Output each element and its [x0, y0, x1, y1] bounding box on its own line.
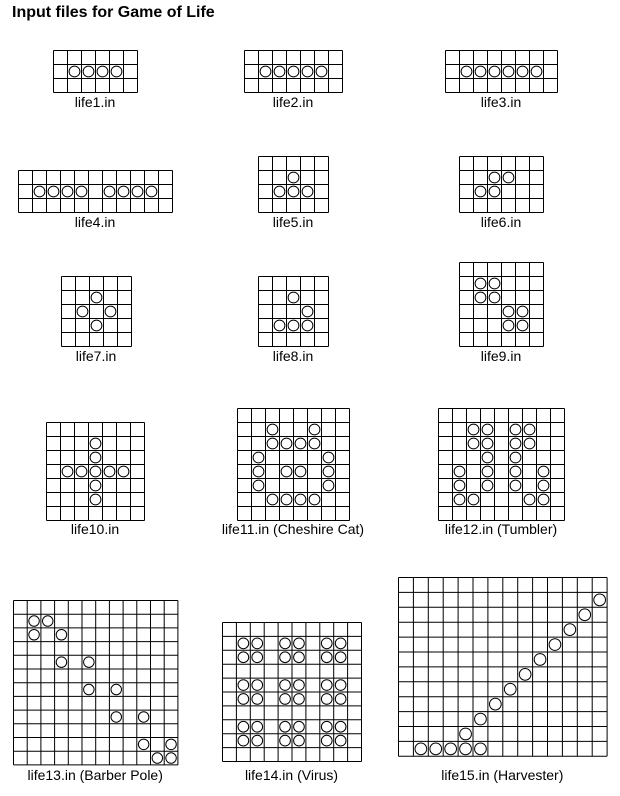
grid-caption: life1.in: [74, 94, 116, 110]
live-cell: [90, 452, 101, 463]
live-cell: [294, 652, 305, 663]
live-cell: [517, 320, 528, 331]
live-cell: [77, 306, 88, 317]
live-cell: [267, 424, 278, 435]
life-grid: [18, 170, 173, 213]
live-cell: [302, 320, 313, 331]
live-cell: [524, 494, 535, 505]
live-cell: [302, 186, 313, 197]
live-cell: [335, 638, 346, 649]
live-cell: [323, 452, 334, 463]
live-cell: [84, 657, 95, 668]
live-cell: [294, 694, 305, 705]
life-grid: [13, 600, 178, 765]
live-cell: [335, 652, 346, 663]
life-grid: [459, 156, 544, 213]
life-grid: [46, 422, 145, 521]
live-cell: [335, 721, 346, 732]
live-cell: [430, 743, 442, 755]
live-cell: [475, 278, 486, 289]
live-cell: [288, 172, 299, 183]
live-cell: [302, 306, 313, 317]
live-cell: [468, 438, 479, 449]
live-cell: [475, 66, 486, 77]
life-grid: [258, 156, 329, 213]
life-grid: [222, 622, 362, 762]
live-cell: [91, 292, 102, 303]
life-grid: [398, 577, 608, 757]
live-cell: [454, 480, 465, 491]
live-cell: [517, 306, 528, 317]
live-cell: [594, 594, 606, 606]
live-cell: [280, 694, 291, 705]
live-cell: [517, 66, 528, 77]
live-cell: [260, 66, 271, 77]
live-cell: [445, 743, 457, 755]
life-grid: [53, 50, 138, 93]
live-cell: [90, 466, 101, 477]
live-cell: [238, 652, 249, 663]
live-cell: [460, 743, 472, 755]
live-cell: [323, 480, 334, 491]
live-cell: [321, 680, 332, 691]
live-cell: [415, 743, 427, 755]
live-cell: [288, 186, 299, 197]
live-cell: [83, 66, 94, 77]
live-cell: [321, 735, 332, 746]
live-cell: [482, 438, 493, 449]
live-cell: [549, 639, 561, 651]
live-cell: [309, 424, 320, 435]
live-cell: [252, 694, 263, 705]
life-grid: [459, 262, 544, 347]
live-cell: [253, 452, 264, 463]
grid-caption: life14.in (Virus): [244, 767, 339, 783]
live-cell: [302, 66, 313, 77]
live-cell: [461, 66, 472, 77]
live-cell: [454, 466, 465, 477]
live-cell: [482, 466, 493, 477]
live-cell: [295, 494, 306, 505]
live-cell: [274, 186, 285, 197]
live-cell: [309, 438, 320, 449]
live-cell: [335, 735, 346, 746]
live-cell: [91, 320, 102, 331]
live-cell: [62, 466, 73, 477]
live-cell: [460, 728, 472, 740]
live-cell: [152, 753, 163, 764]
grid-caption: life6.in: [480, 214, 522, 230]
grid-caption: life10.in: [70, 521, 120, 537]
live-cell: [538, 494, 549, 505]
live-cell: [111, 684, 122, 695]
live-cell: [295, 438, 306, 449]
live-cell: [321, 721, 332, 732]
life-grid: [438, 408, 565, 521]
live-cell: [295, 466, 306, 477]
live-cell: [76, 186, 87, 197]
live-cell: [97, 66, 108, 77]
live-cell: [267, 494, 278, 505]
live-cell: [253, 480, 264, 491]
live-cell: [253, 466, 264, 477]
live-cell: [267, 438, 278, 449]
live-cell: [138, 712, 149, 723]
grid-caption: life3.in: [480, 94, 522, 110]
live-cell: [510, 424, 521, 435]
live-cell: [323, 466, 334, 477]
live-cell: [252, 638, 263, 649]
live-cell: [309, 494, 320, 505]
live-cell: [335, 680, 346, 691]
live-cell: [252, 652, 263, 663]
life-grid: [237, 408, 350, 521]
live-cell: [519, 669, 531, 681]
live-cell: [90, 438, 101, 449]
grid-caption: life13.in (Barber Pole): [27, 767, 163, 783]
live-cell: [238, 694, 249, 705]
grid-caption: life11.in (Cheshire Cat): [221, 521, 365, 537]
life-grid: [244, 50, 343, 93]
live-cell: [104, 466, 115, 477]
live-cell: [252, 735, 263, 746]
live-cell: [29, 616, 40, 627]
live-cell: [294, 735, 305, 746]
grid-caption: life12.in (Tumbler): [444, 521, 558, 537]
live-cell: [538, 480, 549, 491]
live-cell: [48, 186, 59, 197]
live-cell: [43, 616, 54, 627]
grid-caption: life5.in: [272, 214, 314, 230]
life-grid: [445, 50, 558, 93]
live-cell: [564, 624, 576, 636]
live-cell: [288, 320, 299, 331]
live-cell: [489, 172, 500, 183]
grid-caption: life9.in: [480, 348, 522, 364]
live-cell: [503, 306, 514, 317]
live-cell: [316, 66, 327, 77]
grid-caption: life15.in (Harvester): [441, 767, 564, 783]
live-cell: [76, 466, 87, 477]
live-cell: [321, 652, 332, 663]
live-cell: [138, 739, 149, 750]
live-cell: [294, 721, 305, 732]
live-cell: [238, 638, 249, 649]
live-cell: [475, 292, 486, 303]
live-cell: [132, 186, 143, 197]
live-cell: [238, 735, 249, 746]
live-cell: [281, 494, 292, 505]
live-cell: [510, 466, 521, 477]
live-cell: [84, 684, 95, 695]
live-cell: [281, 438, 292, 449]
live-cell: [252, 721, 263, 732]
live-cell: [280, 638, 291, 649]
live-cell: [503, 172, 514, 183]
live-cell: [335, 694, 346, 705]
live-cell: [454, 494, 465, 505]
live-cell: [105, 306, 116, 317]
live-cell: [489, 278, 500, 289]
live-cell: [56, 657, 66, 668]
live-cell: [524, 438, 535, 449]
page-title: Input files for Game of Life: [12, 4, 215, 21]
live-cell: [280, 721, 291, 732]
live-cell: [288, 292, 299, 303]
live-cell: [531, 66, 542, 77]
live-cell: [166, 753, 177, 764]
grid-caption: life7.in: [75, 348, 117, 364]
live-cell: [294, 680, 305, 691]
live-cell: [482, 424, 493, 435]
live-cell: [34, 186, 45, 197]
live-cell: [321, 694, 332, 705]
live-cell: [490, 698, 502, 710]
grid-caption: life8.in: [272, 348, 314, 364]
live-cell: [146, 186, 157, 197]
live-cell: [504, 683, 516, 695]
live-cell: [489, 292, 500, 303]
live-cell: [294, 638, 305, 649]
live-cell: [29, 630, 40, 641]
live-cell: [510, 452, 521, 463]
live-cell: [482, 480, 493, 491]
live-cell: [538, 466, 549, 477]
live-cell: [475, 186, 486, 197]
live-cell: [280, 652, 291, 663]
live-cell: [238, 721, 249, 732]
live-cell: [104, 186, 115, 197]
live-cell: [166, 739, 177, 750]
grid-caption: life2.in: [272, 94, 314, 110]
live-cell: [475, 713, 487, 725]
live-cell: [111, 712, 122, 723]
live-cell: [56, 630, 66, 641]
live-cell: [524, 424, 535, 435]
live-cell: [534, 654, 546, 666]
life-grid: [258, 276, 329, 347]
live-cell: [503, 66, 514, 77]
live-cell: [510, 480, 521, 491]
live-cell: [62, 186, 73, 197]
live-cell: [69, 66, 80, 77]
live-cell: [503, 320, 514, 331]
live-cell: [468, 424, 479, 435]
live-cell: [288, 66, 299, 77]
live-cell: [252, 680, 263, 691]
life-grid: [61, 276, 132, 347]
live-cell: [274, 66, 285, 77]
live-cell: [118, 186, 129, 197]
live-cell: [468, 494, 479, 505]
live-cell: [274, 320, 285, 331]
live-cell: [321, 638, 332, 649]
live-cell: [281, 466, 292, 477]
live-cell: [579, 609, 591, 621]
live-cell: [111, 66, 122, 77]
live-cell: [510, 438, 521, 449]
live-cell: [280, 735, 291, 746]
live-cell: [489, 66, 500, 77]
live-cell: [489, 186, 500, 197]
live-cell: [118, 466, 129, 477]
live-cell: [238, 680, 249, 691]
live-cell: [475, 743, 487, 755]
live-cell: [90, 480, 101, 491]
live-cell: [482, 452, 493, 463]
live-cell: [90, 494, 101, 505]
live-cell: [280, 680, 291, 691]
grid-caption: life4.in: [74, 214, 116, 230]
